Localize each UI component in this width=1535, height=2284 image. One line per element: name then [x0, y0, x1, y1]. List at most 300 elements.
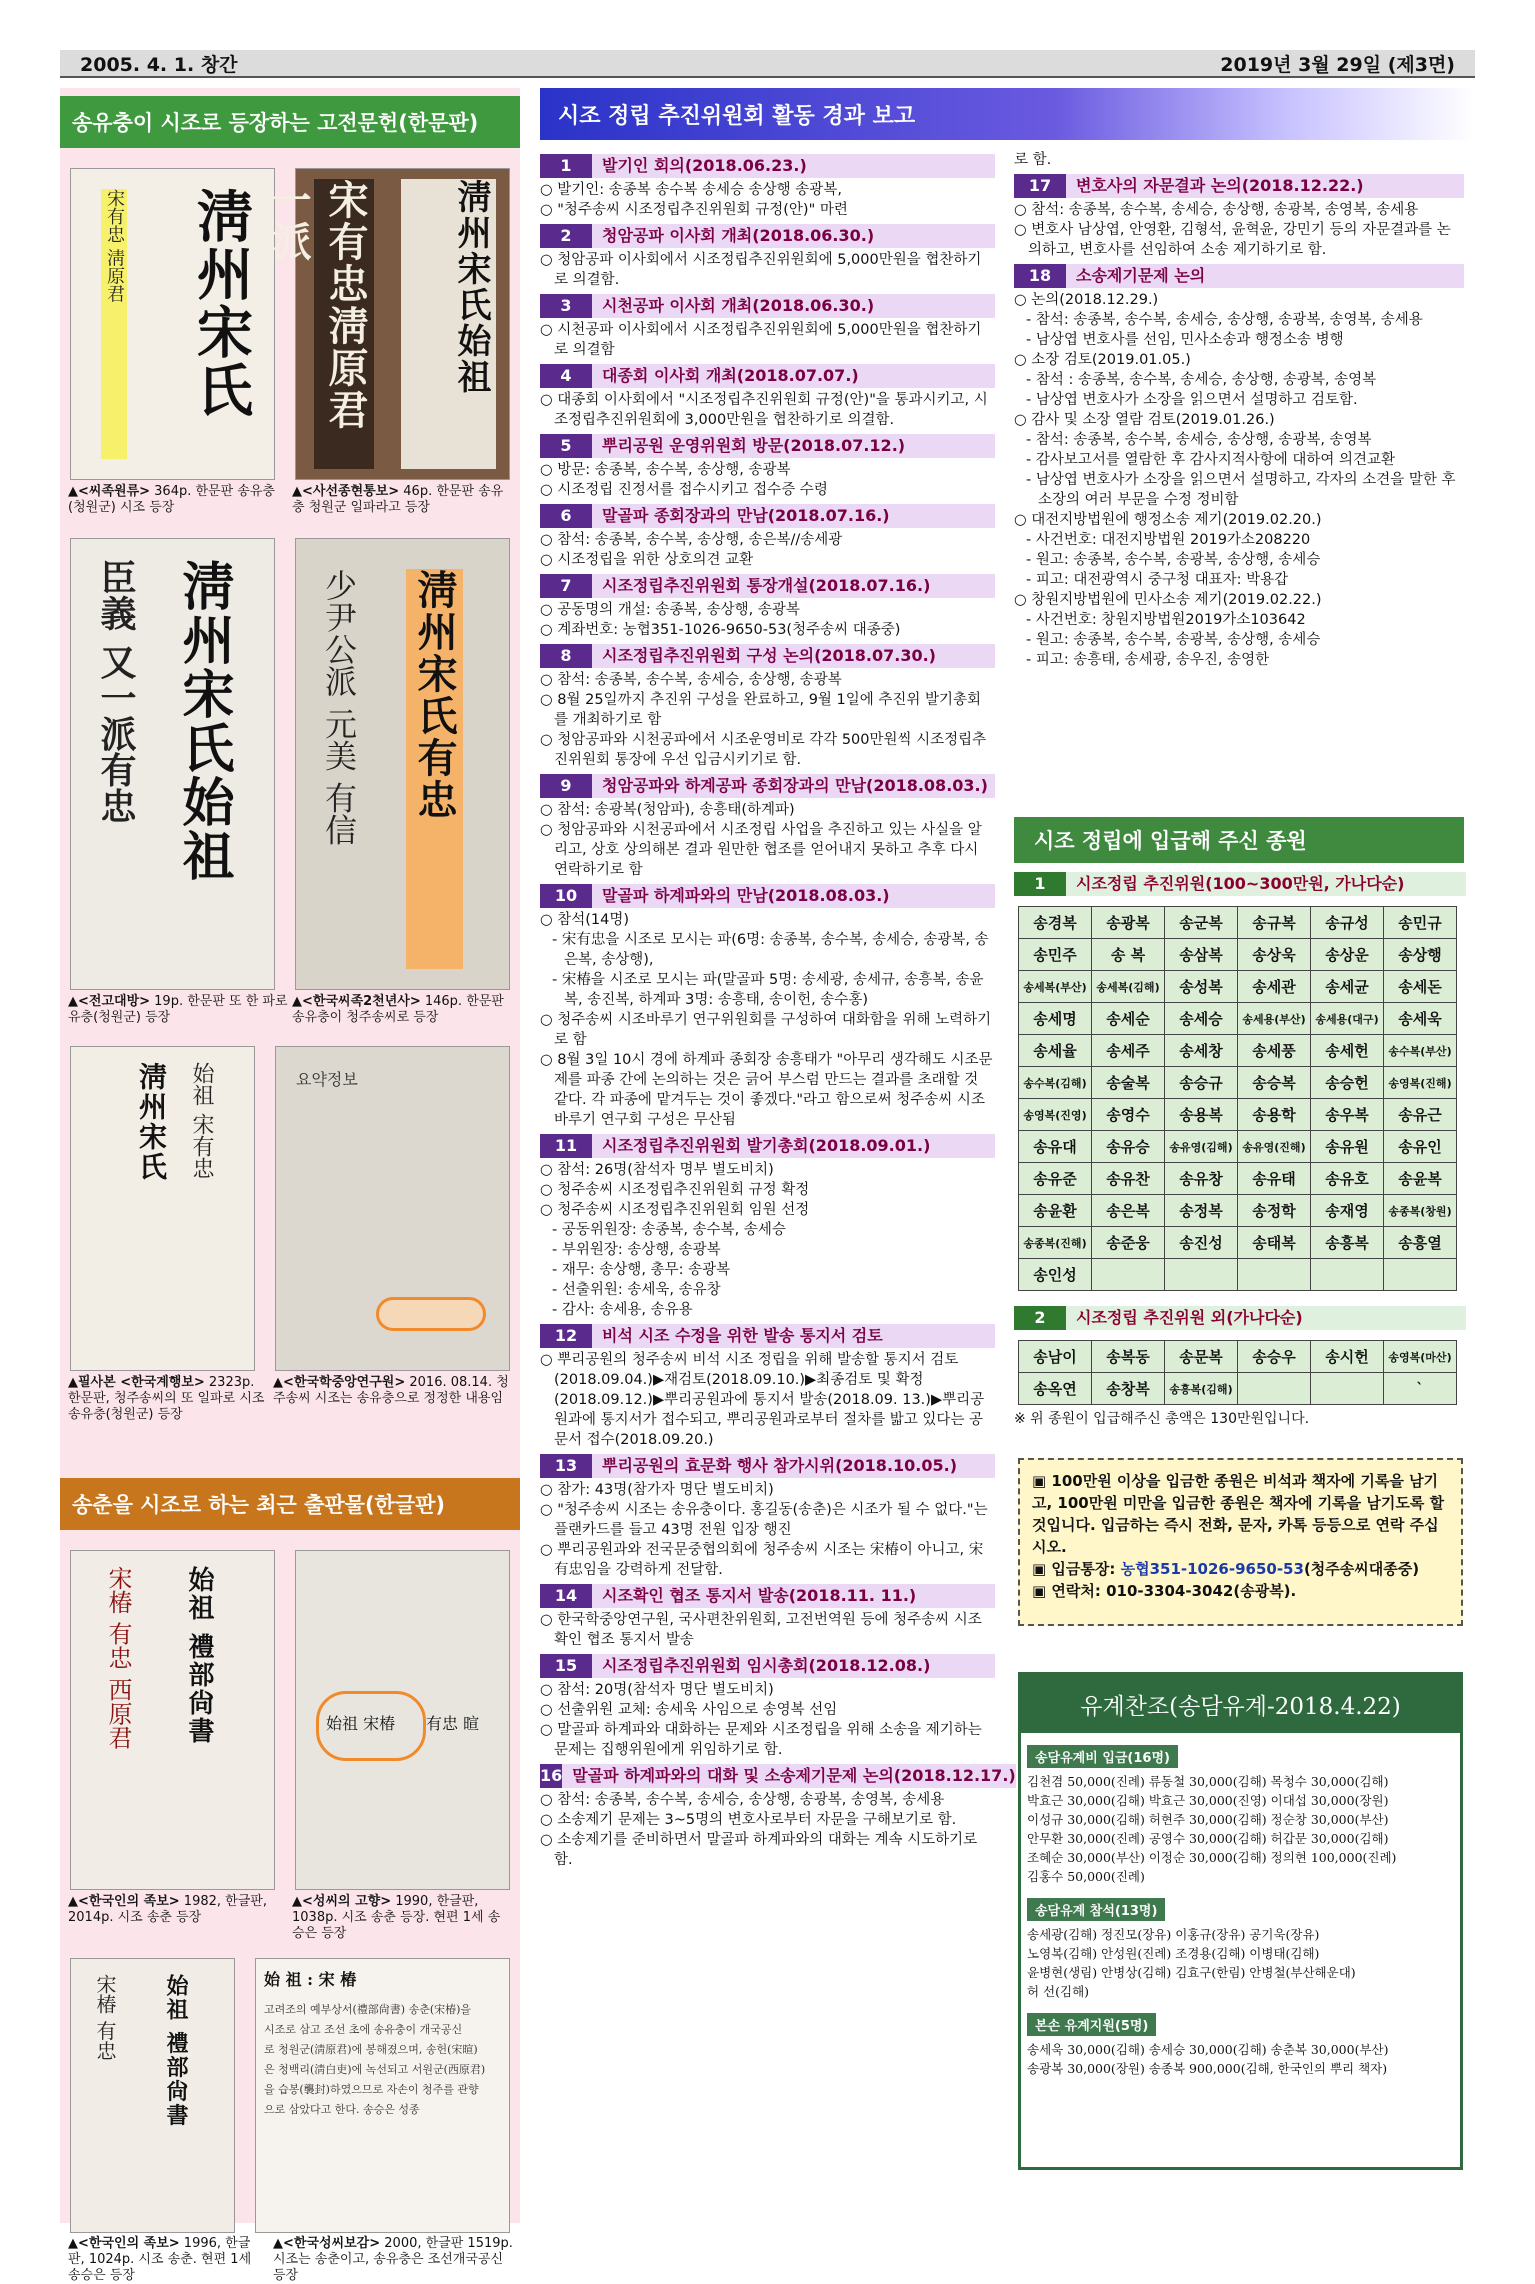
donor-name: [1311, 1259, 1384, 1291]
caption-8: [292, 1894, 512, 1942]
caption-2: [292, 484, 512, 516]
donor-name: 송정학: [1238, 1195, 1311, 1227]
section-number: 17: [1014, 174, 1066, 198]
donor-name: 송영복(진해): [1384, 1067, 1457, 1099]
section-line: ○ 한국학중앙연구원, 국사편찬위원회, 고전번역원 등에 청주송씨 시조확인 협조 통지서 발송: [540, 1612, 982, 1648]
section-line: ○ 계좌번호: 농협351-1026-9650-53(청주송씨 대종중): [540, 622, 901, 638]
donor-name: 송세풍: [1238, 1035, 1311, 1067]
section-title: 시천공파 이사회 개최(2018.06.30.): [592, 294, 995, 318]
report-section-header: [1014, 264, 1464, 288]
section-line: ○ 변호사 남상엽, 안영환, 김형석, 윤혁윤, 강민기 등의 자문결과를 논의하고, 변호사를 선임하여 소송 제기하기로 함.: [1014, 222, 1451, 258]
donor-name: 송진성: [1165, 1227, 1238, 1259]
section-line: ○ 시조정립 진정서를 접수시키고 접수증 수령: [540, 482, 828, 498]
left-column: [60, 88, 520, 2283]
memorial-group-3-label: 본손 유계지원(5명): [1027, 2013, 1156, 2036]
issue-date: 2019년 3월 29일 (제3면): [1220, 53, 1455, 76]
donor-name: 송수복(부산): [1384, 1035, 1457, 1067]
photo-10-body: [264, 2000, 501, 2120]
donor-name: 송세균: [1311, 971, 1384, 1003]
table-row: [1019, 1131, 1457, 1163]
photo-5-text-small: 始祖 宋有忠: [189, 1062, 214, 1179]
memorial-row: 김홍수 50,000(진례): [1027, 1869, 1145, 1884]
section-line: - 사건번호: 창원지방법원2019가소103642: [1026, 612, 1306, 628]
section-number: 6: [540, 504, 592, 528]
section-line: ○ 8월 3일 10시 경에 하계파 종회장 송흥태가 "아무리 생각해도 시조문제를 파종 간에 논의하는 것은 긁어 부스럼 만드는 결과를 초래할 것 같다. 각 파종에 맡겨두는 것이 좋겠다."라고 함으로써 청주송씨 시조바루기 연구회 구성은 무산됨: [540, 1052, 993, 1128]
caption-10-title: ▲<한국성씨보감>: [273, 2236, 381, 2251]
donor-name: 송술복: [1092, 1067, 1165, 1099]
section-line: - 사건번호: 대전지방법원 2019가소208220: [1026, 532, 1311, 548]
section-line: - 재무: 송상행, 총무: 송광복: [552, 1262, 731, 1278]
section-number: 3: [540, 294, 592, 318]
donor-name: 송경복: [1019, 907, 1092, 939]
section-title: 시조정립추진위원회 구성 논의(2018.07.30.): [592, 644, 995, 668]
caption-5: [68, 1375, 268, 1423]
section-line: ○ 참석: 20명(참석자 명단 별도비치): [540, 1682, 774, 1698]
memorial-row: 안무환 30,000(진례) 공영수 30,000(김해) 허갑문 30,000(김해): [1027, 1831, 1389, 1846]
section-line: ○ 청주송씨 시조정립추진위원회 임원 선정: [540, 1202, 810, 1218]
donor-name: 송문복: [1165, 1341, 1238, 1373]
donor-name: 송수복(김해): [1019, 1067, 1092, 1099]
account-label: ▣ 입금통장:: [1032, 1560, 1116, 1578]
donors-section-2-number: 2: [1014, 1306, 1066, 1330]
section-line: ○ 참석: 26명(참석자 명부 별도비치): [540, 1162, 774, 1178]
donors-table-2: [1018, 1340, 1457, 1405]
donor-name: 송영복(진영): [1019, 1099, 1092, 1131]
photo-7: [70, 1550, 275, 1890]
memorial-row: 이성규 30,000(김해) 허현주 30,000(김해) 정순창 30,000(부산): [1027, 1812, 1389, 1827]
photo-1-text-large: 淸州宋氏: [188, 187, 254, 419]
section-line: ○ 감사 및 소장 열람 검토(2019.01.26.): [1014, 412, 1275, 428]
section-number: 13: [540, 1454, 592, 1478]
section-number: 8: [540, 644, 592, 668]
donor-name: 송흥열: [1384, 1227, 1457, 1259]
report-section-header: [540, 884, 995, 908]
donor-name: 송유준: [1019, 1163, 1092, 1195]
donors-section-1-title: 시조정립 추진위원(100~300만원, 가나다순): [1066, 872, 1466, 896]
donors-table-1: [1018, 906, 1457, 1291]
report-section-header: [540, 1134, 995, 1158]
donor-name: 송은복: [1092, 1195, 1165, 1227]
section-number: 1: [540, 154, 592, 178]
donor-name: 송세명: [1019, 1003, 1092, 1035]
donor-name: 송세욱: [1384, 1003, 1457, 1035]
donor-name: 송세관: [1238, 971, 1311, 1003]
section-line: ○ 참석(14명): [540, 912, 630, 928]
section-number: 10: [540, 884, 592, 908]
section-number: 5: [540, 434, 592, 458]
account-number: 농협351-1026-9650-53: [1120, 1560, 1304, 1578]
photo-7-text-small: 宋椿 有忠 西原君: [104, 1566, 132, 1750]
section-line: ○ 참석: 송종복, 송수복, 송세승, 송상행, 송광복: [540, 672, 842, 688]
donor-name: 송시헌: [1311, 1341, 1384, 1373]
donor-name: 송세주: [1092, 1035, 1165, 1067]
donor-name: 송우복: [1311, 1099, 1384, 1131]
caption-6: [273, 1375, 513, 1407]
section-line: ○ 참석: 송종복, 송수복, 송세승, 송상행, 송광복, 송영복, 송세용: [540, 1792, 945, 1808]
donor-name: 송창복: [1092, 1373, 1165, 1405]
section-title: 말골파 하계파와의 만남(2018.08.03.): [592, 884, 995, 908]
table-row: [1019, 1259, 1457, 1291]
donor-name: 송승복: [1238, 1067, 1311, 1099]
donor-name: 송유창: [1165, 1163, 1238, 1195]
donor-name: 송상운: [1311, 939, 1384, 971]
section-line: - 남상엽 변호사가 소장을 읽으면서 설명하고, 각자의 소견을 말한 후 소장의 여러 부문을 수정 정비함: [1026, 472, 1456, 508]
donor-name: [1384, 1259, 1457, 1291]
caption-4-title: ▲<한국씨족2천년사>: [292, 994, 421, 1009]
memorial-group-1-label: 송담유계비 입금(16명): [1027, 1745, 1178, 1768]
section-line: ○ 소송제기 문제는 3~5명의 변호사로부터 자문을 구해보기로 함.: [540, 1812, 957, 1828]
caption-9-text: 1996, 한글판, 1024p. 시조 송춘. 현편 1세 송승은 등장: [68, 2236, 252, 2283]
donation-notice-box: [1018, 1458, 1463, 1626]
donor-name: 송유근: [1384, 1099, 1457, 1131]
donors-title: 시조 정립에 입급해 주신 종원: [1014, 817, 1464, 863]
photo-9-text-large: 始祖 禮部尙書: [163, 1974, 189, 2128]
photo-10-line: 시조로 삼고 조선 초에 송유충이 개국공신: [264, 2023, 463, 2036]
section-line: ○ 참석: 송종복, 송수복, 송세승, 송상행, 송광복, 송영복, 송세용: [1014, 202, 1419, 218]
donor-name: 송광복: [1092, 907, 1165, 939]
section-title: 뿌리공원 운영위원회 방문(2018.07.12.): [592, 434, 995, 458]
section-line: ○ 논의(2018.12.29.): [1014, 292, 1159, 308]
photo-1-text-small: 宋有忠 淸原君: [101, 189, 127, 459]
table-row: [1019, 1099, 1457, 1131]
table-row: [1019, 1003, 1457, 1035]
photo-4: [295, 538, 510, 990]
report-section-header: [540, 224, 995, 248]
donor-name: [1092, 1259, 1165, 1291]
section-line: ○ 발기인: 송종복 송수복 송세승 송상행 송광복,: [540, 182, 842, 198]
photo-3: [70, 538, 275, 990]
photo-3-text-small: 臣義 又一派有忠: [95, 559, 137, 824]
donor-name: 송규성: [1311, 907, 1384, 939]
report-section-header: [540, 504, 995, 528]
memorial-group-1-list: [1021, 1772, 1460, 1886]
photo-6: [275, 1046, 510, 1371]
donor-name: 송규복: [1238, 907, 1311, 939]
caption-3-text: 19p. 한문판 또 한 파로 유충(청원군) 등장: [68, 994, 288, 1025]
section-line: - 피고: 대전광역시 중구청 대표자: 박용갑: [1026, 572, 1289, 588]
donor-name: 송유호: [1311, 1163, 1384, 1195]
donor-name: [1165, 1259, 1238, 1291]
donor-name: [1311, 1373, 1384, 1405]
donor-name: 송용학: [1238, 1099, 1311, 1131]
donor-name: [1238, 1259, 1311, 1291]
memorial-fund-title: 유계찬조(송담유계-2018.4.22): [1021, 1675, 1460, 1733]
left-heading-classical: 송유충이 시조로 등장하는 고전문헌(한문판): [60, 96, 520, 148]
photo-1: [70, 168, 275, 480]
section-line: - 원고: 송종복, 송수복, 송광복, 송상행, 송세승: [1026, 552, 1321, 568]
photo-9-left: [70, 1958, 235, 2233]
section-title: 시조정립추진위원회 통장개설(2018.07.16.): [592, 574, 995, 598]
table-row: [1019, 907, 1457, 939]
section-line: - 宋椿을 시조로 모시는 파(말골파 5명: 송세광, 송세규, 송흥복, 송윤복, 송진복, 하계파 3명: 송흥태, 송이헌, 송수홍): [552, 972, 984, 1008]
report-section-header: [540, 154, 995, 178]
donor-name: 송용복: [1165, 1099, 1238, 1131]
section-line: ○ 청주송씨 시조정립추진위원회 규정 확정: [540, 1182, 810, 1198]
donor-name: 송민규: [1384, 907, 1457, 939]
donor-name: 송복동: [1092, 1341, 1165, 1373]
report-column-a: [540, 150, 1016, 1870]
caption-9: [68, 2236, 258, 2284]
caption-9-title: ▲<한국인의 족보>: [68, 2236, 180, 2251]
section-line: ○ 뿌리공원과와 전국문중협의회에 청주송씨 시조는 宋椿이 아니고, 宋有忠임을 강력하게 전달함.: [540, 1542, 984, 1578]
section-title: 시조정립추진위원회 임시총회(2018.12.08.): [592, 1654, 995, 1678]
memorial-row: 송광복 30,000(장원) 송종복 900,000(김해, 한국인의 뿌리 책자): [1027, 2061, 1388, 2076]
donor-name: 송승규: [1165, 1067, 1238, 1099]
photo-10-line: 로 청원군(淸原君)에 봉해졌으며, 송헌(宋暄): [264, 2043, 478, 2056]
memorial-fund-box: [1018, 1672, 1463, 2170]
donation-contact: ▣ 연락처: 010-3304-3042(송광복).: [1032, 1582, 1297, 1600]
section-line: ○ 시조정립을 위한 상호의견 교환: [540, 552, 754, 568]
donor-name: 송군복: [1165, 907, 1238, 939]
donor-name: 송민주: [1019, 939, 1092, 971]
donor-name: 송유찬: [1092, 1163, 1165, 1195]
donor-name: 송남이: [1019, 1341, 1092, 1373]
donation-account: [1032, 1558, 1449, 1580]
memorial-group-2-label: 송담유계 참석(13명): [1027, 1898, 1165, 1921]
donor-name: 송세돈: [1384, 971, 1457, 1003]
section-line: - 감사보고서를 열람한 후 감사지적사항에 대하여 의견교환: [1026, 452, 1396, 468]
caption-1: [68, 484, 288, 516]
photo-8-text-2: 有忠 暄: [426, 1714, 480, 1733]
photo-10-line: 은 청백리(淸白吏)에 녹선되고 서원군(西原君): [264, 2063, 486, 2076]
donor-name: 송종복(진해): [1019, 1227, 1092, 1259]
donor-name: 송유영(진해): [1238, 1131, 1311, 1163]
section-number: 2: [540, 224, 592, 248]
section-number: 7: [540, 574, 592, 598]
report-section-header: [540, 1764, 1016, 1788]
donor-name: 송세순: [1092, 1003, 1165, 1035]
donor-name: [1238, 1373, 1311, 1405]
report-section-header: [540, 644, 995, 668]
section-line: - 피고: 송흥태, 송세광, 송우진, 송영한: [1026, 652, 1270, 668]
memorial-group-3-list: [1021, 2040, 1460, 2078]
section-line: ○ 참석: 송광복(청암파), 송흥태(하계파): [540, 802, 795, 818]
photo-5-text-large: 淸州宋氏: [135, 1062, 168, 1182]
section-title: 발기인 회의(2018.06.23.): [592, 154, 995, 178]
caption-10-text: 2000, 한글판 1519p. 시조는 송춘이고, 송유충은 조선개국공신 등장: [273, 2236, 513, 2283]
donation-notice-text: ▣ 100만원 이상을 입금한 종원은 비석과 책자에 기록을 남기고, 100만원 미만을 입금한 종원은 책자에 기록을 남기도록 할 것입니다. 입금하는 즉시 전화, 문자, 카톡 등등으로 연락 주십시오.: [1032, 1472, 1445, 1556]
section-line: ○ 시천공파 이사회에서 시조정립추진위원회에 5,000만원을 협찬하기로 의결함: [540, 322, 982, 358]
section-title: 대종회 이사회 개최(2018.07.07.): [592, 364, 995, 388]
caption-6-text: 2016. 08.14. 청주송씨 시조는 송유충으로 정정한 내용임: [273, 1375, 509, 1406]
section-line: - 참석 : 송종복, 송수복, 송세승, 송상행, 송광복, 송영복: [1026, 372, 1377, 388]
section-title: 시조확인 협조 통지서 발송(2018.11. 11.): [592, 1584, 995, 1608]
photo-3-text-large: 淸州宋氏始祖: [173, 559, 234, 883]
section-line: - 참석: 송종복, 송수복, 송세승, 송상행, 송광복, 송영복: [1026, 432, 1372, 448]
section-line: ○ 뿌리공원의 청주송씨 비석 시조 정립을 위해 발송할 통지서 검토(2018.09.04.)▶재검토(2018.09.10.)▶최종검토 및 확정(2018.09.12.)▶뿌리공원과에 통지서 발송(2018.09. 13.)▶뿌리공원과에 통지서가 접수되고, 뿌리공원과로부터 절차를 밟고 있다는 공문서 접수(2018.09.20.): [540, 1352, 985, 1448]
caption-8-text: 1990, 한글판, 1038p. 시조 송춘 등장. 현편 1세 송승은 등장: [292, 1894, 501, 1941]
donors-total-note: ※ 위 종원이 입급해주신 총액은 130만원입니다.: [1014, 1411, 1310, 1427]
section-title: 청암공파와 하계공파 종회장과의 만남(2018.08.03.): [592, 774, 995, 798]
report-section-header: [540, 294, 995, 318]
caption-2-text: 46p. 한문판 송유충 청원군 일파라고 등장: [292, 484, 504, 515]
donor-name: 송승헌: [1311, 1067, 1384, 1099]
donor-name: 송흥복(김해): [1165, 1373, 1238, 1405]
section-number: 9: [540, 774, 592, 798]
caption-1-title: ▲<씨족원류>: [68, 484, 151, 499]
donors-section-1-number: 1: [1014, 872, 1066, 896]
table-row: [1019, 1163, 1457, 1195]
section-number: 4: [540, 364, 592, 388]
section-line: - 원고: 송종복, 송수복, 송광복, 송상행, 송세승: [1026, 632, 1321, 648]
section-number: 12: [540, 1324, 592, 1348]
report-section-header: [540, 434, 995, 458]
donor-name: 송세헌: [1311, 1035, 1384, 1067]
photo-6-highlight-circle: [376, 1297, 486, 1331]
donor-name: `: [1384, 1373, 1457, 1405]
section-line: ○ 참가: 43명(참가자 명단 별도비치): [540, 1482, 774, 1498]
section-title: 말골파 종회장과의 만남(2018.07.16.): [592, 504, 995, 528]
photo-10-line: 고려조의 예부상서(禮部尙書) 송춘(宋椿)을: [264, 2003, 472, 2016]
section-line: ○ 소장 검토(2019.01.05.): [1014, 352, 1191, 368]
caption-7: [68, 1894, 288, 1926]
table-row: [1019, 1373, 1457, 1405]
section-line: - 참석: 송종복, 송수복, 송세승, 송상행, 송광복, 송영복, 송세용: [1026, 312, 1423, 328]
memorial-group-2-list: [1021, 1925, 1460, 2001]
caption-7-title: ▲<한국인의 족보>: [68, 1894, 180, 1909]
donor-name: 송태복: [1238, 1227, 1311, 1259]
donor-name: 송유대: [1019, 1131, 1092, 1163]
donor-name: 송세승: [1165, 1003, 1238, 1035]
donor-name: 송세복(김해): [1092, 971, 1165, 1003]
table-row: [1019, 1195, 1457, 1227]
section-number: 14: [540, 1584, 592, 1608]
section-line: ○ 청암공파와 시천공파에서 시조정립 사업을 추진하고 있는 사실을 알리고, 상호 상의해본 결과 원만한 협조를 얻어내지 못하고 추후 다시 연락하기로 함: [540, 822, 982, 878]
memorial-row: 조혜순 30,000(부산) 이정순 30,000(김해) 정의현 100,000(진례): [1027, 1850, 1397, 1865]
donor-name: 송삼복: [1165, 939, 1238, 971]
donor-name: 송승우: [1238, 1341, 1311, 1373]
section-line: ○ 참석: 송종복, 송수복, 송상행, 송은복//송세광: [540, 532, 843, 548]
caption-5-title: ▲필사본 <한국계행보>: [68, 1375, 205, 1390]
account-holder: (청주송씨대종중): [1303, 1560, 1420, 1578]
photo-8: [295, 1550, 510, 1890]
report-section-header: [540, 774, 995, 798]
table-row: [1019, 1035, 1457, 1067]
donors-section-2-title: 시조정립 추진위원 외(가나다순): [1066, 1306, 1466, 1330]
memorial-row: 김천겸 50,000(진례) 류동철 30,000(김해) 목청수 30,000(김해): [1027, 1774, 1389, 1789]
section-line: ○ 방문: 송종복, 송수복, 송상행, 송광복: [540, 462, 791, 478]
donor-name: 송인성: [1019, 1259, 1092, 1291]
caption-2-title: ▲<사선종현통보>: [292, 484, 400, 499]
caption-3: [68, 994, 288, 1026]
report-section-header: [540, 1454, 995, 1478]
section-number: 15: [540, 1654, 592, 1678]
photo-7-text-large: 始祖 禮部尙書: [184, 1566, 214, 1746]
memorial-row: 윤병현(생림) 안병상(김해) 김효구(한림) 안병철(부산해운대): [1027, 1965, 1356, 1980]
donors-section-2: [1014, 1306, 1466, 1330]
section-line: - 선출위원: 송세욱, 송유창: [552, 1282, 721, 1298]
photo-4-text-large: 淸州宋氏有忠: [406, 569, 463, 969]
section-number: 11: [540, 1134, 592, 1158]
memorial-row: 허 선(김해): [1027, 1984, 1090, 1999]
section-line: - 공동위원장: 송종복, 송수복, 송세승: [552, 1222, 786, 1238]
table-row: [1019, 1227, 1457, 1259]
donor-name: 송세용(대구): [1311, 1003, 1384, 1035]
donor-name: 송옥연: [1019, 1373, 1092, 1405]
report-section-header: [540, 1324, 995, 1348]
report-section-header: [540, 1584, 995, 1608]
donor-name: 송유영(김해): [1165, 1131, 1238, 1163]
donor-name: 송상욱: [1238, 939, 1311, 971]
photo-10-title: 始 祖 : 宋 椿: [264, 1970, 357, 1989]
donor-name: 송세율: [1019, 1035, 1092, 1067]
memorial-row: 노영복(김해) 안성원(진례) 조경용(김해) 이병태(김해): [1027, 1946, 1320, 1961]
caption-7-text: 1982, 한글판, 2014p. 시조 송춘 등장: [68, 1894, 267, 1925]
caption-1-text: 364p. 한문판 송유충(청원군) 시조 등장: [68, 484, 275, 515]
photo-4-text-small: 少尹公派 元美 有信: [320, 569, 358, 846]
donor-name: 송상행: [1384, 939, 1457, 971]
donor-name: 송유승: [1092, 1131, 1165, 1163]
donor-name: 송준웅: [1092, 1227, 1165, 1259]
donor-name: 송세창: [1165, 1035, 1238, 1067]
section-title: 시조정립추진위원회 발기총회(2018.09.01.): [592, 1134, 995, 1158]
report-continuation: 로 함.: [1014, 152, 1052, 168]
photo-10-line: 으로 삼았다고 한다. 송승은 성종: [264, 2103, 420, 2116]
section-line: ○ 공동명의 개설: 송종복, 송상행, 송광복: [540, 602, 800, 618]
table-row: [1019, 939, 1457, 971]
photo-6-summary-label: 요약정보: [296, 1070, 358, 1089]
donor-name: 송영수: [1092, 1099, 1165, 1131]
photo-8-text: 始祖 宋椿: [326, 1714, 396, 1733]
masthead-bar: [60, 50, 1475, 78]
section-line: ○ "청주송씨 시조는 송유충이다. 홍길동(송춘)은 시조가 될 수 없다."는 플랜카드를 들고 43명 전원 입장 행진: [540, 1502, 988, 1538]
section-title: 소송제기문제 논의: [1066, 264, 1464, 288]
section-line: ○ 창원지방법원에 민사소송 제기(2019.02.22.): [1014, 592, 1322, 608]
photo-2-text-right: 淸州宋氏始祖: [401, 179, 496, 469]
photo-10: [255, 1958, 510, 2233]
donor-name: 송유태: [1238, 1163, 1311, 1195]
report-section-header: [1014, 174, 1464, 198]
table-row: [1019, 1067, 1457, 1099]
section-line: - 부위원장: 송상행, 송광복: [552, 1242, 721, 1258]
donor-name: 송정복: [1165, 1195, 1238, 1227]
photo-2-text-left: 宋有忠淸原君一派: [314, 179, 374, 469]
section-line: ○ 대종회 이사회에서 "시조정립추진위원회 규정(안)"을 통과시키고, 시조정립추진위원회에 3,000만원을 협찬하기로 의결함.: [540, 392, 988, 428]
donor-name: 송영복(마산): [1384, 1341, 1457, 1373]
section-line: ○ "청주송씨 시조정립추진위원회 규정(안)" 마련: [540, 202, 848, 218]
report-title: 시조 정립 추진위원회 활동 경과 보고: [540, 88, 1475, 140]
photo-10-line: 을 습봉(襲封)하였으므로 자손이 청주를 관향: [264, 2083, 479, 2096]
donor-name: 송재영: [1311, 1195, 1384, 1227]
section-line: ○ 말골파 하계파와 대화하는 문제와 시조정립을 위해 소송을 제기하는 문제는 집행위원에게 위임하기로 함.: [540, 1722, 982, 1758]
table-row: [1019, 1341, 1457, 1373]
donor-name: 송성복: [1165, 971, 1238, 1003]
photo-9-text-small: 宋椿 有忠: [93, 1974, 117, 2061]
donor-name: 송윤복: [1384, 1163, 1457, 1195]
caption-4: [292, 994, 512, 1026]
report-section-header: [540, 574, 995, 598]
left-heading-modern: 송춘을 시조로 하는 최근 출판물(한글판): [60, 1478, 520, 1530]
founding-date: 2005. 4. 1. 창간: [80, 53, 238, 76]
section-title: 말골파 하계파와의 대화 및 소송제기문제 논의(2018.12.17.): [562, 1764, 1015, 1788]
section-line: ○ 청암공파 이사회에서 시조정립추진위원회에 5,000만원을 협찬하기로 의결함.: [540, 252, 982, 288]
section-line: ○ 선출위원 교체: 송세욱 사임으로 송영복 선임: [540, 1702, 838, 1718]
donor-name: 송세복(부산): [1019, 971, 1092, 1003]
donor-name: 송흥복: [1311, 1227, 1384, 1259]
section-line: - 남상엽 변호사를 선임, 민사소송과 행정소송 병행: [1026, 332, 1344, 348]
caption-6-title: ▲<한국학중앙연구원>: [273, 1375, 406, 1390]
donor-name: 송윤환: [1019, 1195, 1092, 1227]
section-title: 청암공파 이사회 개최(2018.06.30.): [592, 224, 995, 248]
section-line: - 宋有忠을 시조로 모시는 파(6명: 송종복, 송수복, 송세승, 송광복, 송은복, 송상행),: [552, 932, 989, 968]
section-number: 18: [1014, 264, 1066, 288]
section-line: ○ 8월 25일까지 추진위 구성을 완료하고, 9월 1일에 추진위 발기총회를 개최하기로 함: [540, 692, 982, 728]
report-column-b: [1014, 150, 1464, 670]
table-row: [1019, 971, 1457, 1003]
memorial-row: 박효근 30,000(김해) 박효근 30,000(진영) 이대섭 30,000(장원): [1027, 1793, 1389, 1808]
donor-name: 송 복: [1092, 939, 1165, 971]
caption-4-text: 146p. 한문판 송유충이 청주송씨로 등장: [292, 994, 504, 1025]
